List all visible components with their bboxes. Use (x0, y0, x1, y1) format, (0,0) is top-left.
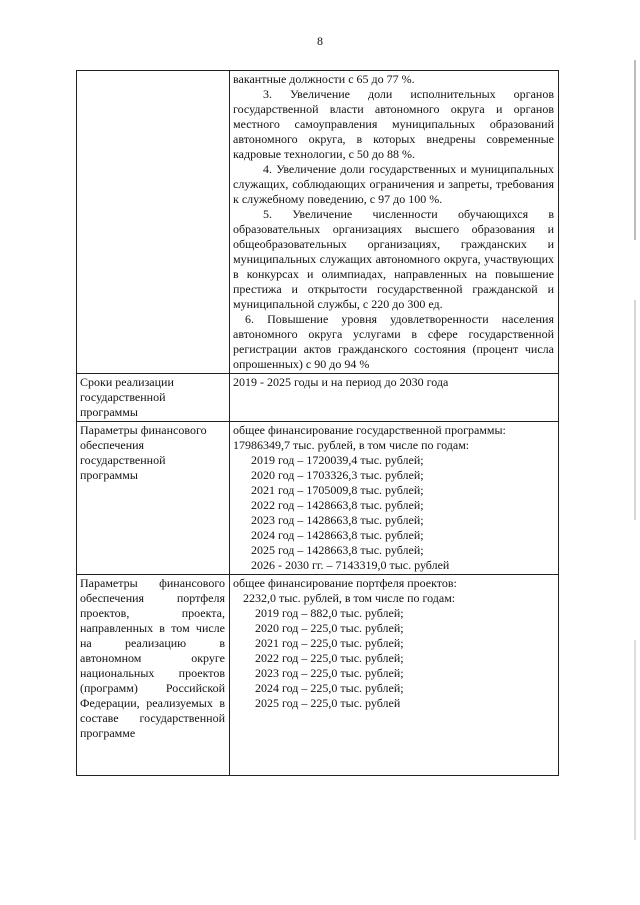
funding-year-line: 2021 год – 1705009,8 тыс. рублей; (251, 483, 424, 497)
portfolio-year-line: 2022 год – 225,0 тыс. рублей; (255, 651, 404, 665)
portfolio-year-line: 2020 год – 225,0 тыс. рублей; (255, 621, 404, 635)
funding-year-line: 2023 год – 1428663,8 тыс. рублей; (251, 513, 424, 527)
portfolio-intro: общее финансирование портфеля проектов: (233, 576, 457, 590)
row4-right-cell (230, 575, 559, 776)
portfolio-year-line: 2024 год – 225,0 тыс. рублей; (255, 681, 404, 695)
page-number: 8 (317, 34, 323, 48)
portfolio-year-line: 2019 год – 882,0 тыс. рублей; (255, 606, 404, 620)
funding-intro: общее финансирование государственной программы: 17986349,7 тыс. рублей, в том числе по годам: (233, 423, 506, 452)
funding-year-line: 2022 год – 1428663,8 тыс. рублей; (251, 498, 424, 512)
paragraph: 5. Увеличение численности обучающихся в образовательных организациях высшего образования и общеобразовательных организациях, гражданских и муниципальных служащих автономного округа, участвующих в конкурсах и олимпиадах, направленных на повышение престижа и открытости государственной гражданской и муниципальной службы, с 220 до 300 ед. (233, 207, 554, 311)
portfolio-year-line: 2025 год – 225,0 тыс. рублей (255, 696, 401, 710)
row3-left-cell: Параметры финансового обеспечения государственной программы (77, 422, 230, 575)
program-passport-table (76, 70, 559, 776)
scan-edge-mark (634, 60, 636, 240)
scan-edge-mark (634, 300, 636, 520)
row1-right-cell (230, 71, 559, 374)
row3-right-cell (230, 422, 559, 575)
row2-right-cell: 2019 - 2025 годы и на период до 2030 года (230, 374, 559, 422)
table-row (77, 422, 559, 575)
paragraph: вакантные должности с 65 до 77 %. (233, 72, 415, 86)
paragraph: 4. Увеличение доли государственных и муниципальных служащих, соблюдающих ограничения и запреты, требования к служебному поведению, с 97 до 100 %. (233, 162, 554, 206)
funding-year-line: 2025 год – 1428663,8 тыс. рублей; (251, 543, 424, 557)
funding-year-line: 2026 - 2030 гг. – 7143319,0 тыс. рублей (251, 558, 450, 572)
row2-left-cell: Сроки реализации государственной программы (77, 374, 230, 422)
funding-year-line: 2019 год – 1720039,4 тыс. рублей; (251, 453, 424, 467)
funding-year-line: 2024 год – 1428663,8 тыс. рублей; (251, 528, 424, 542)
funding-year-line: 2020 год – 1703326,3 тыс. рублей; (251, 468, 424, 482)
portfolio-year-line: 2023 год – 225,0 тыс. рублей; (255, 666, 404, 680)
table-row (77, 374, 559, 422)
portfolio-year-line: 2021 год – 225,0 тыс. рублей; (255, 636, 404, 650)
paragraph: 3. Увеличение доли исполнительных органов государственной власти автономного округа и органов местного самоуправления муниципальных образований автономного округа, в которых внедрены современные кадровые технологии, с 50 до 88 %. (233, 87, 554, 161)
portfolio-intro: 2232,0 тыс. рублей, в том числе по годам: (243, 591, 456, 605)
row4-left-cell: Параметры финансового обеспечения портфеля проектов, проекта, направленных в том числе на реализацию в автономном округе национальных проектов (программ) Российской Федерации, реализуемых в составе государственной программе (77, 575, 230, 776)
table-row (77, 71, 559, 374)
row1-left-cell (77, 71, 230, 374)
table-row (77, 575, 559, 776)
paragraph: 6. Повышение уровня удовлетворенности населения автономного округа услугами в сфере государственной регистрации актов гражданского состояния (процент числа опрошенных) с 90 до 94 % (233, 312, 554, 371)
scan-edge-mark (634, 640, 636, 840)
